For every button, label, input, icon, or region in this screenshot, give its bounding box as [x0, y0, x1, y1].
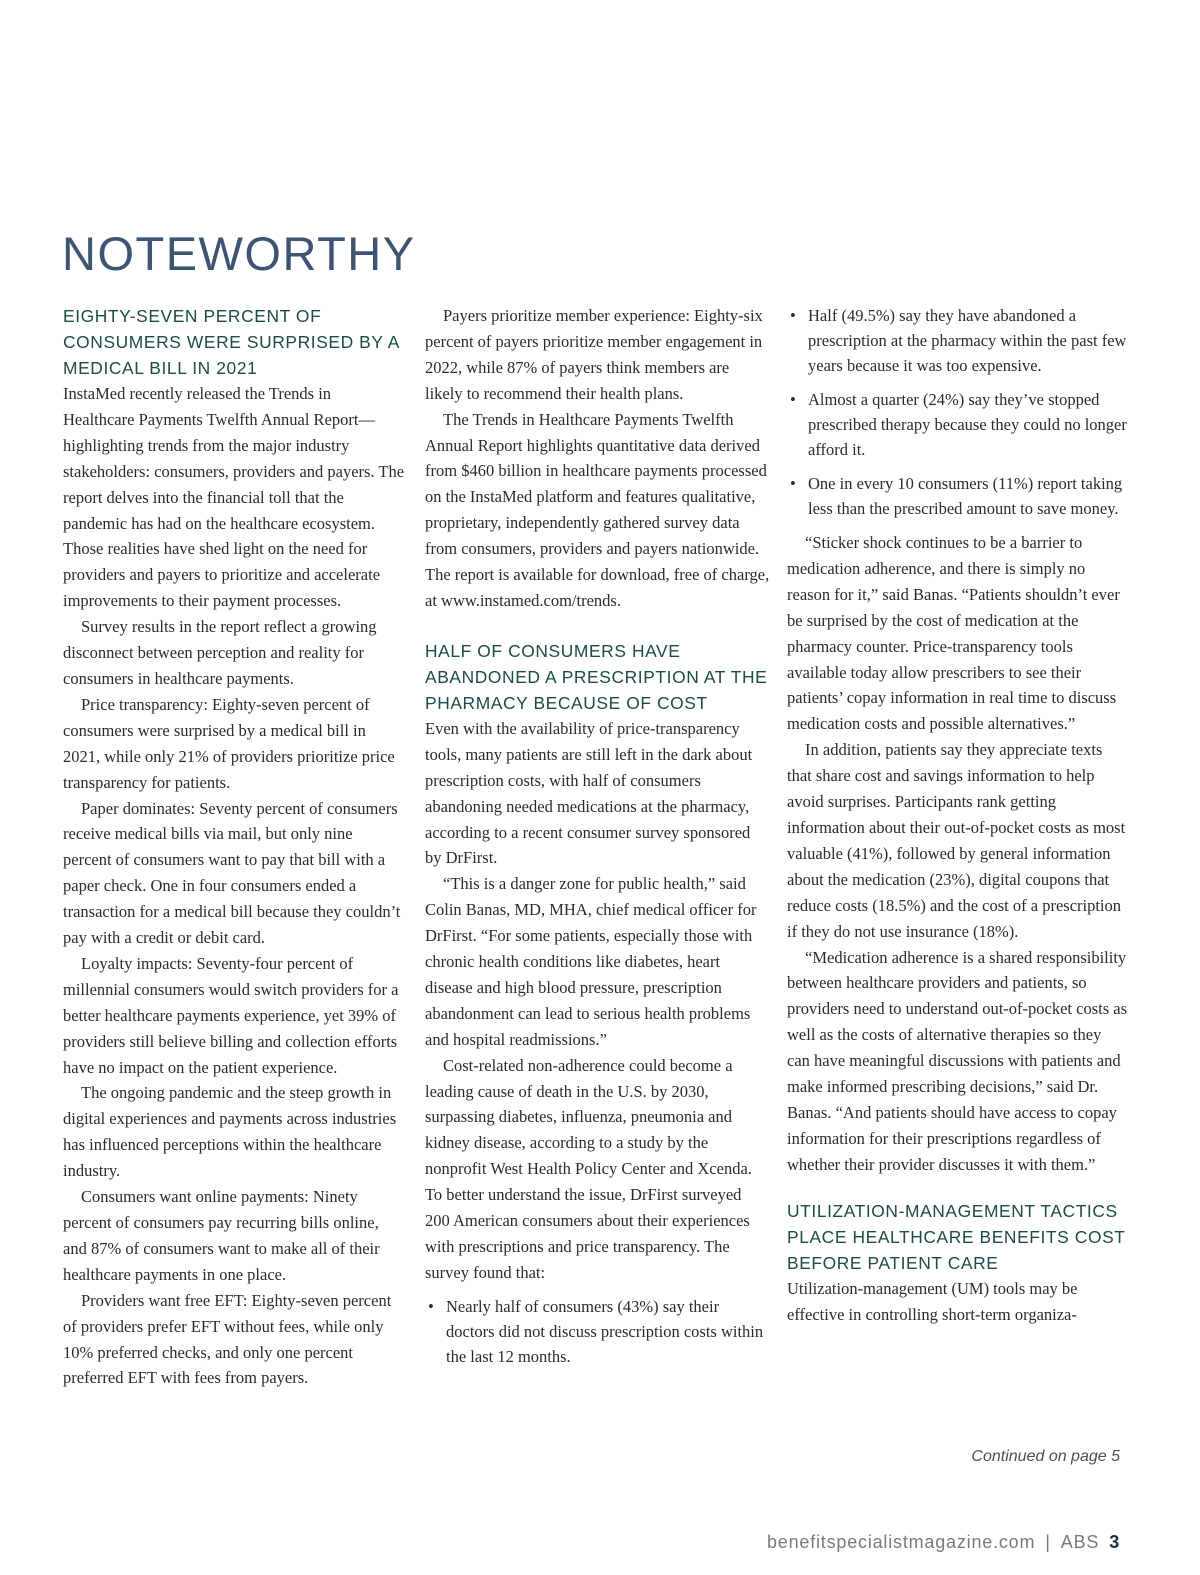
article2-bullet-list-continued — [787, 303, 1127, 521]
article2-bullet-2: • Half (49.5%) say they have abandoned a prescription at the pharmacy within the past few years because it was too expensive. — [787, 303, 1127, 378]
article2-paragraph-1: Even with the availability of price-transparency tools, many patients are still left in the dark about prescription costs, with half of consumers abandoning needed medications at the pharmacy, according to a recent consumer survey sponsored by DrFirst. — [425, 718, 753, 868]
page-footer — [767, 1532, 1120, 1553]
article1-paragraph-10: The Trends in Healthcare Payments Twelfth Annual Report highlights quantitative data derived from $460 billion in healthcare payments processed on the InstaMed platform and features qualitative, proprietary, independently gathered survey data from consumers, providers and payers nationwide. The report is available for download, free of charge, at www.instamed.com/trends. — [425, 409, 770, 610]
article1-paragraph-6: The ongoing pandemic and the steep growth in digital experiences and payments across industries has influenced perceptions within the healthcare industry. — [63, 1083, 397, 1181]
continued-note: Continued on page 5 — [971, 1448, 1120, 1465]
article2-bullet-4: • One in every 10 consumers (11%) report taking less than the prescribed amount to save money. — [787, 471, 1127, 521]
article2-paragraph-2: “This is a danger zone for public health,” said Colin Banas, MD, MHA, chief medical officer for DrFirst. “For some patients, especially those with chronic health conditions like diabetes, heart disease and high blood pressure, prescription abandonment can lead to serious health problems and hospital readmissions.” — [425, 874, 757, 1049]
article2-paragraph-5: In addition, patients say they appreciate texts that share cost and savings information to help avoid surprises. Participants rank getting information about their out-of-pocket costs as most valuable (41%), followed by general information about the medication (23%), digital coupons that reduce costs (18.5%) and the cost of a prescription if they do not use insurance (18%). — [787, 740, 1126, 941]
column-1 — [63, 303, 405, 1391]
article1-paragraph-4: Paper dominates: Seventy percent of consumers receive medical bills via mail, but only nine percent of consumers want to pay that bill with a paper check. One in four consumers ended a transaction for a medical bill because they couldn’t pay with a credit or debit card. — [63, 798, 401, 948]
article2-bullet-1: • Nearly half of consumers (43%) say their doctors did not discuss prescription costs within the last 12 months. — [425, 1294, 770, 1369]
article1-paragraph-1: InstaMed recently released the Trends in Healthcare Payments Twelfth Annual Report—highlighting trends from the major industry stakeholders: consumers, providers and payers. The report delves into the financial toll that the pandemic has had on the healthcare ecosystem. Those realities have shed light on the need for providers and payers to prioritize and accelerate improvements to their payment processes. — [63, 384, 405, 611]
article2-heading: HALF OF CONSUMERS HAVE ABANDONED A PRESCRIPTION AT THE PHARMACY BECAUSE OF COST — [425, 640, 768, 713]
article1-paragraph-2: Survey results in the report reflect a growing disconnect between perception and reality for consumers in healthcare payments. — [63, 617, 377, 688]
section-title: NOTEWORTHY — [62, 227, 416, 280]
article1-paragraph-7: Consumers want online payments: Ninety percent of consumers pay recurring bills online, and 87% of consumers want to make all of their healthcare payments in one place. — [63, 1187, 380, 1284]
column-3 — [787, 303, 1127, 1327]
footer-brand: ABS — [1060, 1532, 1100, 1552]
article1-paragraph-5: Loyalty impacts: Seventy-four percent of millennial consumers would switch providers for a better healthcare payments experience, yet 39% of providers still believe billing and collection efforts have no impact on the patient experience. — [63, 953, 399, 1077]
article3-paragraph-1: Utilization-management (UM) tools may be effective in controlling short-term organiza- — [787, 1278, 1078, 1324]
article2-bullet-list — [425, 1294, 770, 1369]
article2-paragraph-6: “Medication adherence is a shared responsibility between healthcare providers and patients, so providers need to understand out-of-pocket costs as well as the costs of alternative therapies so they can have meaningful discussions with patients and make informed prescribing decisions,” said Dr. Banas. “And patients should have access to copay information for their prescriptions regardless of whether their provider discusses it with them.” — [787, 947, 1127, 1174]
article2-paragraph-3: Cost-related non-adherence could become a leading cause of death in the U.S. by 2030, surpassing diabetes, influenza, pneumonia and kidney disease, according to a study by the nonprofit West Health Policy Center and Xcenda. To better understand the issue, DrFirst surveyed 200 American consumers about their experiences with prescriptions and price transparency. The survey found that: — [425, 1055, 752, 1282]
article1-heading: EIGHTY-SEVEN PERCENT OF CONSUMERS WERE SURPRISED BY A MEDICAL BILL IN 2021 — [63, 306, 399, 378]
article1-paragraph-3: Price transparency: Eighty-seven percent of consumers were surprised by a medical bill in 2021, while only 21% of providers prioritize price transparency for patients. — [63, 694, 395, 792]
article2-bullet-3: • Almost a quarter (24%) say they’ve stopped prescribed therapy because they could no longer afford it. — [787, 387, 1127, 462]
footer-separator: | — [1045, 1532, 1051, 1552]
footer-site-link[interactable]: benefitspecialistmagazine.com — [766, 1532, 1036, 1552]
article3-heading: UTILIZATION-MANAGEMENT TACTICS PLACE HEALTHCARE BENEFITS COST BEFORE PATIENT CARE — [787, 1200, 1126, 1273]
article2-paragraph-4: “Sticker shock continues to be a barrier to medication adherence, and there is simply no reason for it,” said Banas. “Patients shouldn’t ever be surprised by the cost of medication at the pharmacy counter. Price-transparency tools available today allow prescribers to see their patients’ copay information in real time to discuss medication costs and possible alternatives.” — [787, 533, 1120, 734]
column-2 — [425, 303, 770, 1378]
article1-paragraph-9: Payers prioritize member experience: Eighty-six percent of payers prioritize member engagement in 2022, while 87% of payers think members are likely to recommend their health plans. — [425, 306, 763, 403]
page-number: 3 — [1109, 1532, 1120, 1552]
article1-paragraph-8: Providers want free EFT: Eighty-seven percent of providers prefer EFT without fees, while only 10% preferred checks, and only one percent preferred EFT with fees from payers. — [63, 1290, 392, 1388]
